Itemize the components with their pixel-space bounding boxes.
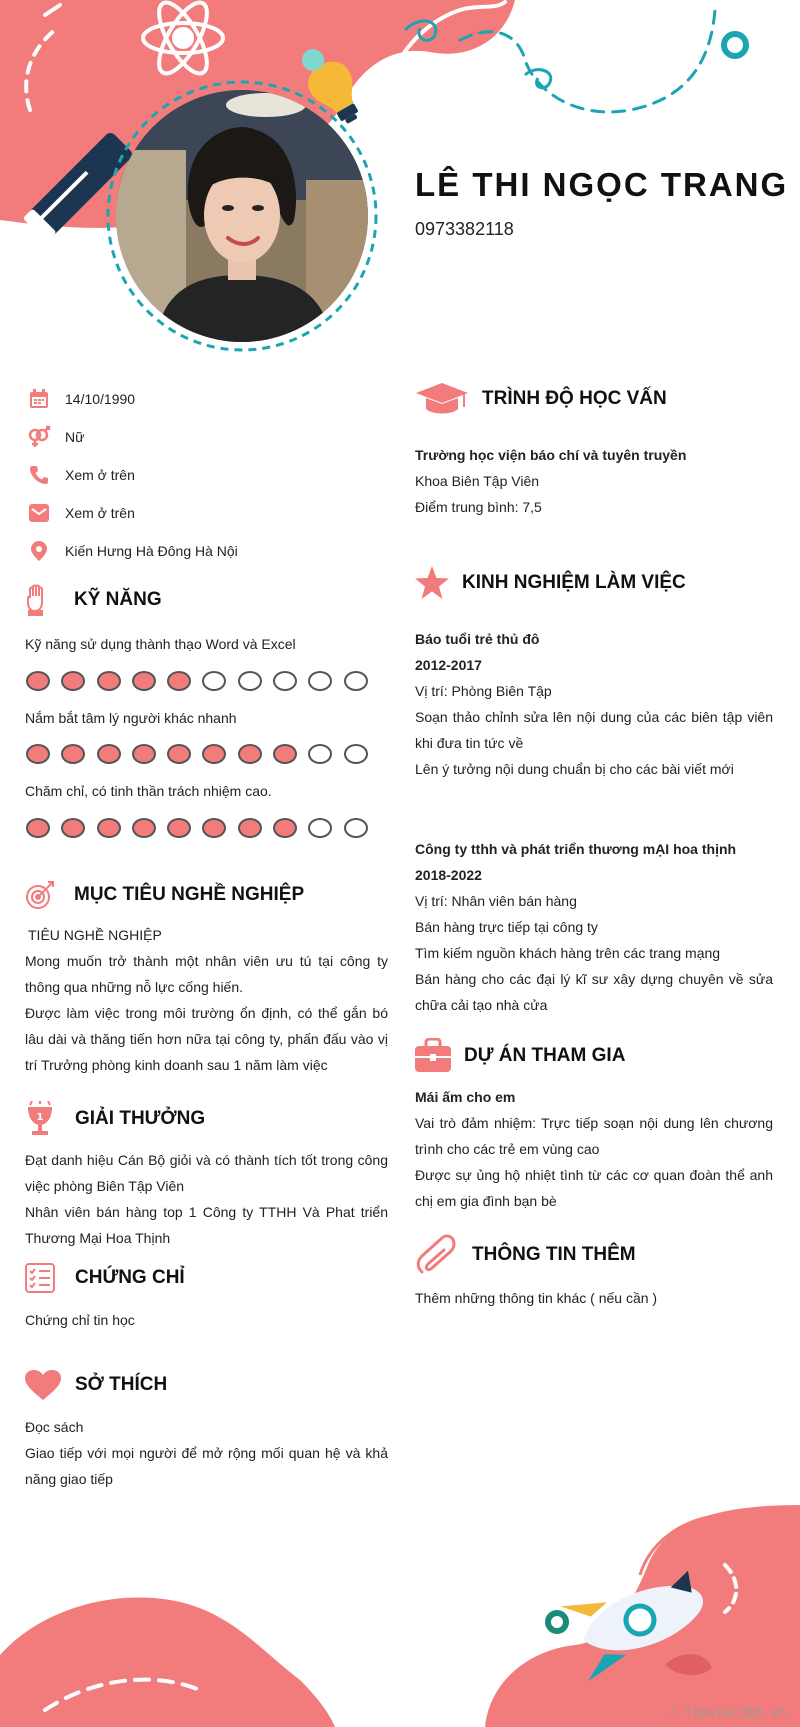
rating-dot-empty [308, 744, 332, 764]
rating-dot-empty [273, 671, 297, 691]
address-value: Kiến Hưng Hà Đông Hà Nội [65, 543, 238, 559]
job-2-line-3: Tìm kiếm nguồn khách hàng trên các trang mạng [415, 945, 721, 961]
rating-dot-filled [97, 671, 121, 691]
award-line-2: Nhân viên bán hàng top 1 Công ty TTHH Và Phat triển Thương Mại Hoa Thịnh [25, 1204, 388, 1246]
rating-dot-filled [273, 818, 297, 838]
extra-title: THÔNG TIN THÊM [472, 1244, 636, 1265]
extra-heading [414, 1234, 636, 1276]
rating-dot-filled [238, 744, 262, 764]
projects-title: DỰ ÁN THAM GIA [464, 1045, 626, 1066]
info-phone [26, 462, 135, 488]
awards-title: GIẢI THƯỞNG [75, 1108, 206, 1129]
rating-dot-filled [26, 744, 50, 764]
email-icon [26, 500, 52, 526]
award-line-1: Đạt danh hiệu Cán Bộ giỏi và có thành tích tốt trong công việc phòng Biên Tập Viên [25, 1152, 388, 1194]
skill-2-label: Nắm bắt tâm lý người khác nhanh [25, 710, 237, 726]
rating-dot-filled [132, 671, 156, 691]
job-1-company: Báo tuổi trẻ thủ đô [415, 631, 540, 647]
rating-dot-empty [344, 671, 368, 691]
job-2-line-1: Vị trí: Nhân viên bán hàng [415, 893, 577, 909]
location-pin-icon [26, 538, 52, 564]
candidate-name: LÊ THI NGỌC TRANG [415, 166, 789, 203]
avatar [116, 90, 368, 342]
job-1-line-1: Vị trí: Phòng Biên Tập [415, 683, 552, 699]
info-gender [26, 424, 84, 450]
hobby-line-2: Giao tiếp với mọi người để mở rộng mối quan hệ và khả năng giao tiếp [25, 1445, 388, 1487]
objective-line-2: Được làm việc trong môi trường ổn định, có thể gắn bó lâu dài và thăng tiến hơn nữa tại công ty, phấn đấu vào vị trí Trưởng phòng kinh doanh sau 1 năm làm việc [25, 1005, 388, 1073]
target-icon [24, 879, 56, 911]
star-icon [414, 565, 450, 601]
projects-heading [414, 1038, 625, 1074]
rating-dot-empty [202, 671, 226, 691]
skills-title: KỸ NĂNG [74, 589, 162, 610]
rating-dot-filled [273, 744, 297, 764]
rating-dot-filled [202, 744, 226, 764]
rating-dot-filled [167, 744, 191, 764]
hobbies-heading [24, 1369, 167, 1401]
svg-text:1: 1 [36, 1112, 44, 1123]
job-1-line-3: Lên ý tưởng nội dung chuẩn bị cho các bài viết mới [415, 761, 734, 777]
job-1-period: 2012-2017 [415, 657, 482, 673]
rating-dot-filled [97, 744, 121, 764]
skill-3-rating [26, 818, 379, 838]
rating-dot-filled [61, 671, 85, 691]
birthday-value: 14/10/1990 [65, 391, 136, 407]
certs-title: CHỨNG CHỈ [75, 1267, 185, 1288]
hobby-line-1: Đọc sách [25, 1419, 84, 1435]
rating-dot-empty [344, 818, 368, 838]
rating-dot-filled [132, 744, 156, 764]
certs-text: Chứng chỉ tin học [25, 1312, 135, 1328]
rating-dot-filled [167, 671, 191, 691]
gender-value: Nữ [65, 429, 85, 445]
skill-3-label: Chăm chỉ, có tinh thần trách nhiệm cao. [25, 783, 272, 799]
experience-title: KINH NGHIỆM LÀM VIỆC [462, 572, 686, 593]
job-2-company: Công ty tthh và phát triển thương mẠI hoa thịnh [415, 841, 737, 857]
education-gpa: Điểm trung bình: 7,5 [415, 499, 542, 515]
skills-heading [24, 584, 162, 616]
project-line-2: Được sự ủng hộ nhiệt tình từ các cơ quan đoàn thể anh chị em gia đình bạn bè [415, 1167, 773, 1209]
gender-icon [26, 424, 52, 450]
awards-heading [24, 1101, 205, 1137]
info-address [26, 538, 238, 564]
extra-text: Thêm những thông tin khác ( nếu cần ) [415, 1290, 658, 1306]
skill-1-label: Kỹ năng sử dụng thành thạo Word và Excel [25, 636, 296, 652]
rating-dot-empty [308, 818, 332, 838]
hand-icon [24, 584, 50, 616]
skill-1-rating [26, 671, 379, 691]
phone-value: Xem ở trên [65, 467, 135, 483]
rating-dot-filled [26, 671, 50, 691]
rating-dot-filled [26, 818, 50, 838]
education-major: Khoa Biên Tập Viên [415, 473, 540, 489]
certs-heading [24, 1262, 185, 1294]
candidate-phone: 0973382118 [415, 219, 514, 239]
objective-heading [24, 879, 304, 911]
rating-dot-filled [132, 818, 156, 838]
hobbies-title: SỞ THÍCH [75, 1374, 168, 1395]
info-birthday [26, 386, 135, 412]
calendar-icon [26, 386, 52, 412]
job-1-line-2: Soạn thảo chỉnh sửa lên nội dung của các biên tập viên khi đưa tin tức về [415, 709, 773, 751]
rating-dot-filled [97, 818, 121, 838]
project-name: Mái ấm cho em [415, 1089, 516, 1105]
rating-dot-filled [238, 818, 262, 838]
email-value: Xem ở trên [65, 505, 135, 521]
paperclip-icon [414, 1234, 458, 1276]
rating-dot-empty [238, 671, 262, 691]
briefcase-icon [414, 1038, 452, 1074]
checklist-icon [24, 1262, 56, 1294]
rating-dot-filled [61, 744, 85, 764]
rating-dot-filled [167, 818, 191, 838]
rating-dot-empty [308, 671, 332, 691]
education-title: TRÌNH ĐỘ HỌC VẤN [482, 388, 667, 409]
job-2-line-4: Bán hàng cho các đại lý kĩ sư xây dựng chuyên về sửa chữa cải tạo nhà cửa [415, 971, 773, 1013]
rating-dot-filled [61, 818, 85, 838]
objective-subtitle: TIÊU NGHỀ NGHIỆP [28, 927, 162, 943]
job-2-period: 2018-2022 [415, 867, 482, 883]
rating-dot-filled [202, 818, 226, 838]
education-school: Trường học viện báo chí và tuyên truyền [415, 447, 687, 463]
avatar-photo [116, 90, 368, 342]
heart-icon [24, 1369, 62, 1401]
experience-heading [414, 565, 686, 601]
graduation-cap-icon [414, 381, 470, 417]
rating-dot-empty [344, 744, 368, 764]
education-heading [414, 381, 667, 417]
info-email [26, 500, 135, 526]
objective-title: MỤC TIÊU NGHỀ NGHIỆP [74, 884, 305, 905]
phone-icon [26, 462, 52, 488]
skill-2-rating [26, 744, 379, 764]
watermark: ∴ Timviec365.vn [668, 1706, 786, 1721]
job-2-line-2: Bán hàng trực tiếp tại công ty [415, 919, 598, 935]
project-line-1: Vai trò đảm nhiệm: Trực tiếp soạn nội dung lên chương trình cho các trẻ em vùng cao [415, 1115, 773, 1157]
objective-line-1: Mong muốn trở thành một nhân viên ưu tú tại công ty thông qua những nỗ lực cống hiến. [25, 953, 388, 995]
trophy-icon [24, 1101, 56, 1137]
